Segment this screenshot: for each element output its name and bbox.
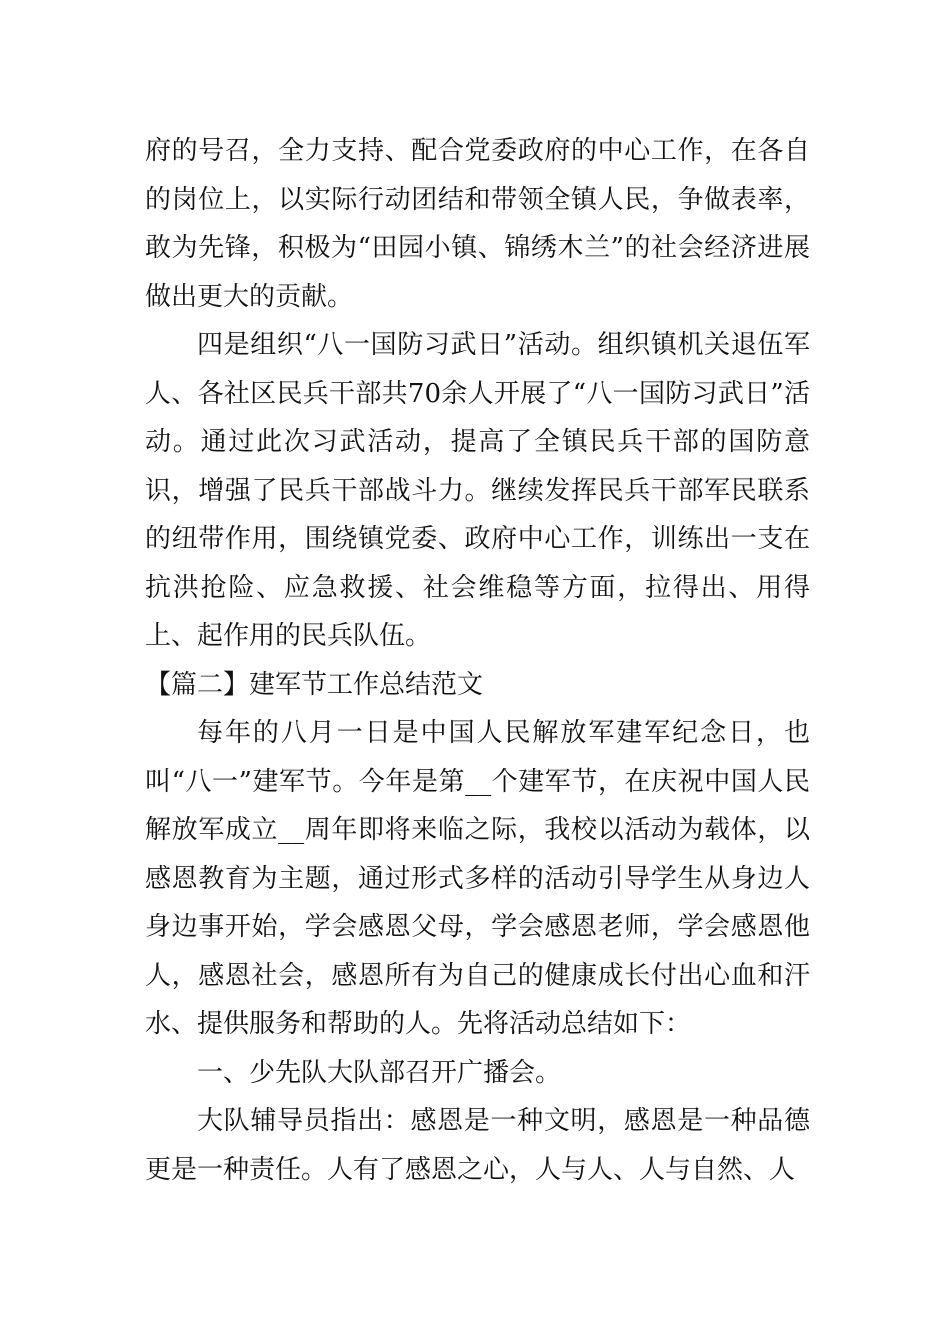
paragraph-intro: 每年的八月一日是中国人民解放军建军纪念日，也叫“八一”建军节。今年是第__个建军节，在庆祝中国人民解放军成立__周年即将来临之际，我校以活动为载体，以感恩教育为主题，通过形式多样的活动引导学生从身边人身边事开始，学会感恩父母，学会感恩老师，学会感恩他人，感恩社会，感恩所有为自己的健康成长付出心血和汗水、提供服务和帮助的人。先将活动总结如下： [145, 718, 810, 1039]
paragraph-counselor: 大队辅导员指出：感恩是一种文明，感恩是一种品德更是一种责任。人有了感恩之心，人与人、人与自然、人 [145, 1106, 810, 1185]
paragraph-continued: 府的号召，全力支持、配合党委政府的中心工作，在各自的岗位上，以实际行动团结和带领全镇人民，争做表率，敢为先锋，积极为“田园小镇、锦绣木兰”的社会经济进展做出更大的贡献。 [145, 136, 810, 312]
paragraph-item-one: 一、少先队大队部召开广播会。 [197, 1057, 562, 1088]
section-title: 【篇二】建军节工作总结范文 [145, 669, 484, 700]
document-body [145, 127, 810, 1194]
paragraph-bayi-activity: 四是组织“八一国防习武日”活动。组织镇机关退伍军人、各社区民兵干部共70余人开展了“八一国防习武日”活动。通过此次习武活动，提高了全镇民兵干部的国防意识，增强了民兵干部战斗力。继续发挥民兵干部军民联系的纽带作用，围绕镇党委、政府中心工作，训练出一支在抗洪抢险、应急救援、社会维稳等方面，拉得出、用得上、起作用的民兵队伍。 [145, 330, 810, 651]
